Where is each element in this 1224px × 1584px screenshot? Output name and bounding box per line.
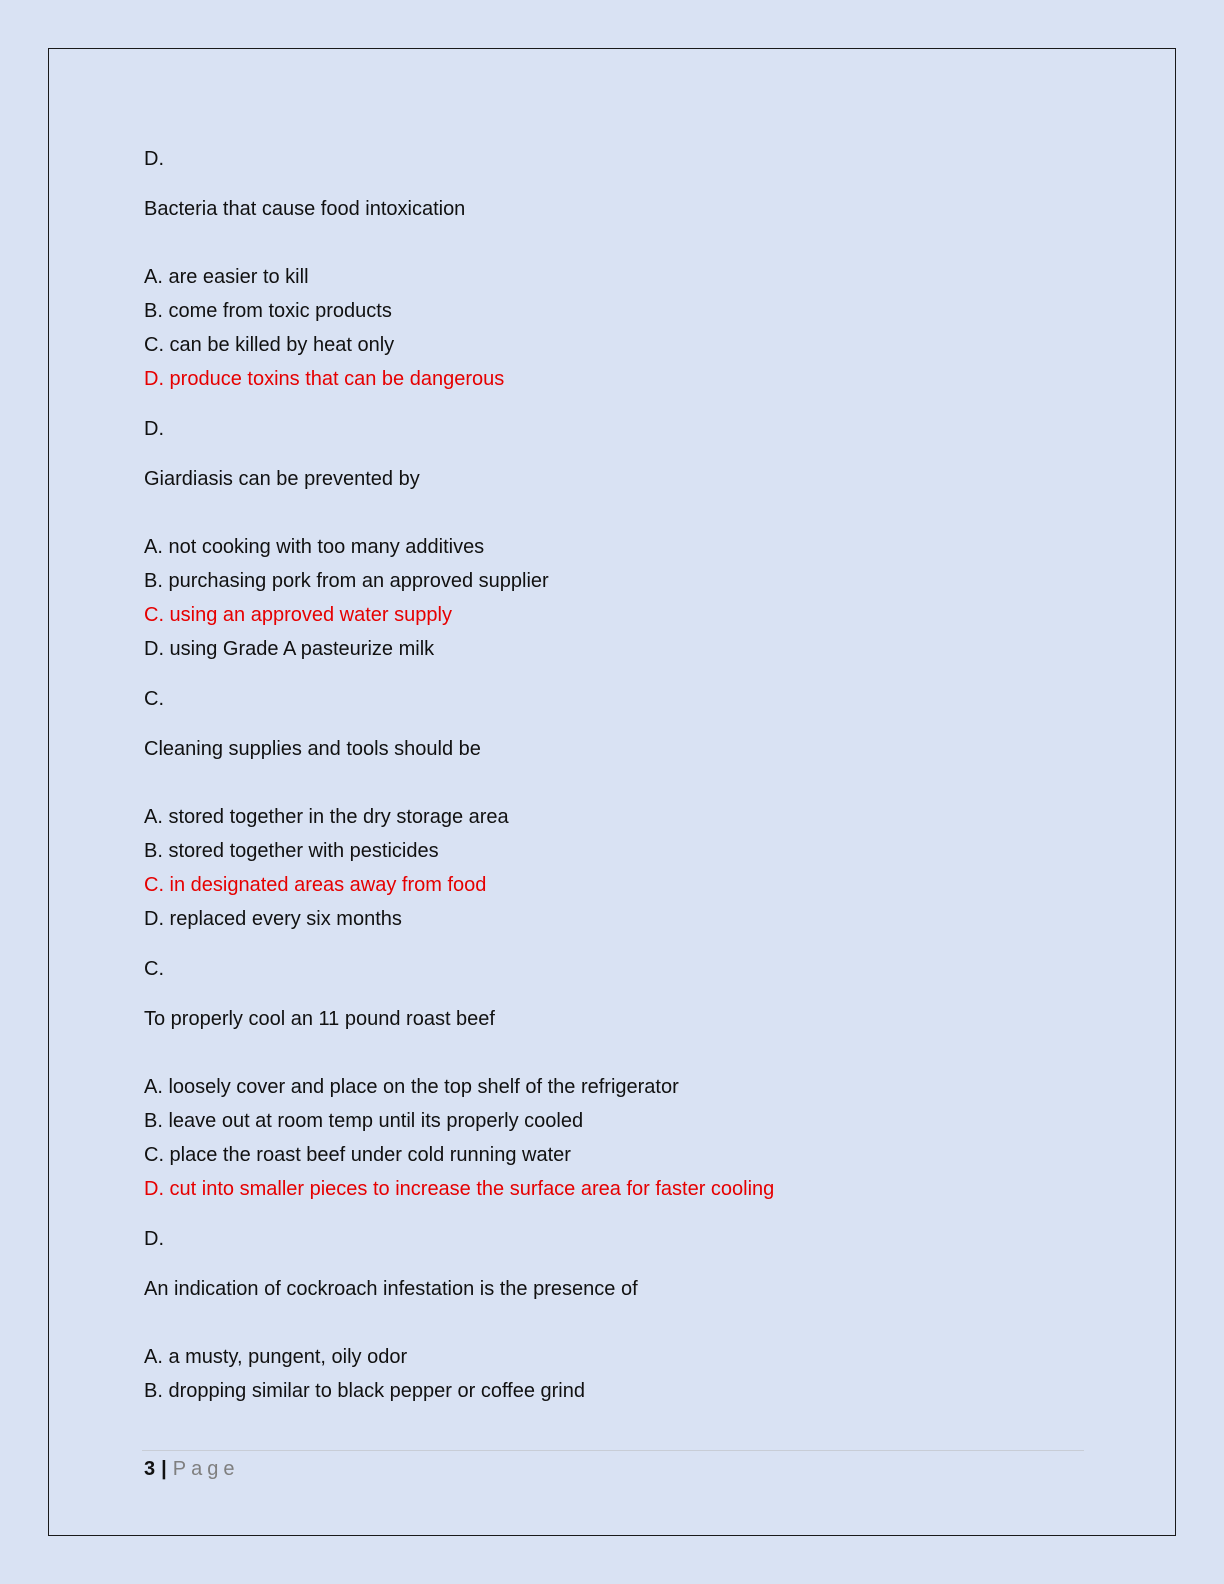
option-b: B. come from toxic products: [144, 300, 392, 322]
option-d: D. using Grade A pasteurize milk: [144, 638, 435, 660]
option-b: B. leave out at room temp until its properly cooled: [144, 1110, 584, 1132]
option-a: A. loosely cover and place on the top shelf of the refrigerator: [144, 1076, 679, 1098]
page-footer: [144, 1454, 239, 1484]
option-d-correct: D. produce toxins that can be dangerous: [144, 368, 505, 390]
question-text: Giardiasis can be prevented by: [144, 468, 420, 490]
option-d-correct: D. cut into smaller pieces to increase the surface area for faster cooling: [144, 1178, 775, 1200]
footer-separator: |: [161, 1458, 167, 1480]
option-c-correct: C. using an approved water supply: [144, 604, 452, 626]
question-text: Cleaning supplies and tools should be: [144, 738, 481, 760]
option-b: B. dropping similar to black pepper or coffee grind: [144, 1380, 585, 1402]
option-a: A. a musty, pungent, oily odor: [144, 1346, 408, 1368]
answer-key: D.: [144, 148, 164, 170]
option-a: A. stored together in the dry storage area: [144, 806, 509, 828]
footer-divider: [142, 1450, 1084, 1451]
question-text: Bacteria that cause food intoxication: [144, 198, 466, 220]
option-c: C. can be killed by heat only: [144, 334, 395, 356]
answer-key: D.: [144, 1228, 164, 1250]
question-text: An indication of cockroach infestation is the presence of: [144, 1278, 638, 1300]
page-number: 3: [144, 1458, 156, 1480]
answer-key: C.: [144, 958, 164, 980]
option-b: B. stored together with pesticides: [144, 840, 439, 862]
option-d: D. replaced every six months: [144, 908, 402, 930]
page-content: [144, 142, 1084, 1408]
option-c: C. place the roast beef under cold running water: [144, 1144, 571, 1166]
option-a: A. are easier to kill: [144, 266, 309, 288]
page-label: Page: [172, 1458, 240, 1480]
option-a: A. not cooking with too many additives: [144, 536, 485, 558]
option-c-correct: C. in designated areas away from food: [144, 874, 487, 896]
question-text: To properly cool an 11 pound roast beef: [144, 1008, 495, 1030]
answer-key: D.: [144, 418, 164, 440]
option-b: B. purchasing pork from an approved supplier: [144, 570, 549, 592]
answer-key: C.: [144, 688, 164, 710]
